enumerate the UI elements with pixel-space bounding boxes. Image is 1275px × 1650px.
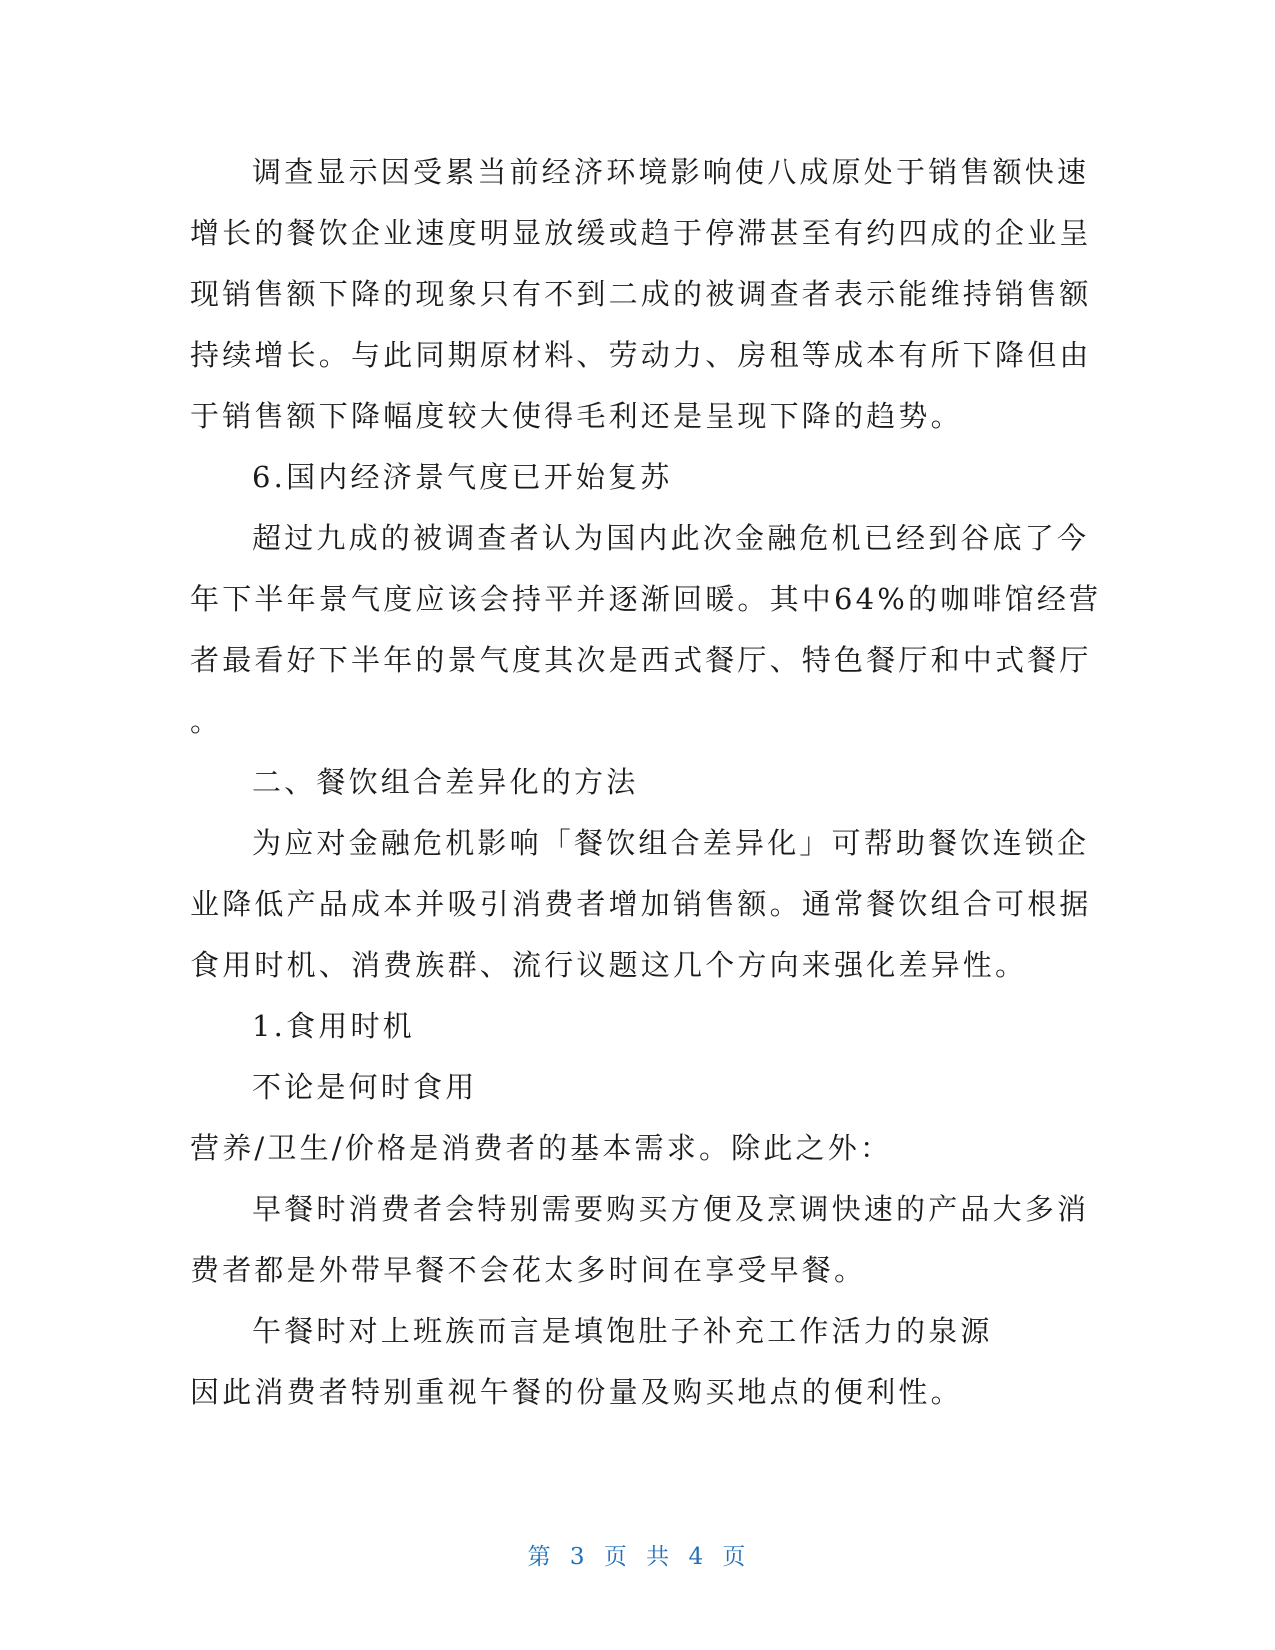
page-footer [0, 1538, 1275, 1571]
paragraph-line: 为应对金融危机影响「餐饮组合差异化」可帮助餐饮连锁企 [252, 826, 1090, 860]
paragraph-line: 超过九成的被调查者认为国内此次金融危机已经到谷底了今 [252, 521, 1090, 555]
section-heading: 6.国内经济景气度已开始复苏 [252, 460, 673, 494]
paragraph-line: 增长的餐饮企业速度明显放缓或趋于停滞甚至有约四成的企业呈 [190, 216, 1092, 250]
paragraph-line: 午餐时对上班族而言是填饱肚子补充工作活力的泉源 [252, 1314, 993, 1348]
paragraph-line: 食用时机、消费族群、流行议题这几个方向来强化差异性。 [190, 948, 1028, 982]
current-page-number: 3 [569, 1544, 587, 1570]
paragraph-line: 者最看好下半年的景气度其次是西式餐厅、特色餐厅和中式餐厅 [190, 643, 1092, 677]
footer-prefix: 第 [527, 1544, 553, 1570]
paragraph-line: 持续增长。与此同期原材料、劳动力、房租等成本有所下降但由 [190, 338, 1092, 372]
paragraph-line: 早餐时消费者会特别需要购买方便及烹调快速的产品大多消 [252, 1192, 1090, 1226]
section-heading: 1.食用时机 [252, 1009, 415, 1043]
footer-total-word: 共 [646, 1544, 672, 1570]
paragraph-line: 现销售额下降的现象只有不到二成的被调查者表示能维持销售额 [190, 277, 1092, 311]
paragraph-line: 年下半年景气度应该会持平并逐渐回暖。其中64%的咖啡馆经营 [190, 582, 1102, 616]
total-page-number: 4 [688, 1544, 706, 1570]
paragraph-line: 于销售额下降幅度较大使得毛利还是呈现下降的趋势。 [190, 399, 963, 433]
paragraph-line: 费者都是外带早餐不会花太多时间在享受早餐。 [190, 1253, 867, 1287]
paragraph-line: 营养/卫生/价格是消费者的基本需求。除此之外： [190, 1131, 893, 1165]
section-heading: 二、餐饮组合差异化的方法 [252, 765, 639, 799]
footer-page-word: 页 [603, 1544, 629, 1570]
paragraph-line: 。 [190, 704, 223, 738]
paragraph-line: 业降低产品成本并吸引消费者增加销售额。通常餐饮组合可根据 [190, 887, 1092, 921]
paragraph-line: 因此消费者特别重视午餐的份量及购买地点的便利性。 [190, 1375, 963, 1409]
paragraph-line: 不论是何时食用 [252, 1070, 478, 1104]
document-body [190, 142, 1102, 1423]
paragraph-line: 调查显示因受累当前经济环境影响使八成原处于销售额快速 [252, 155, 1090, 189]
footer-suffix: 页 [722, 1544, 748, 1570]
